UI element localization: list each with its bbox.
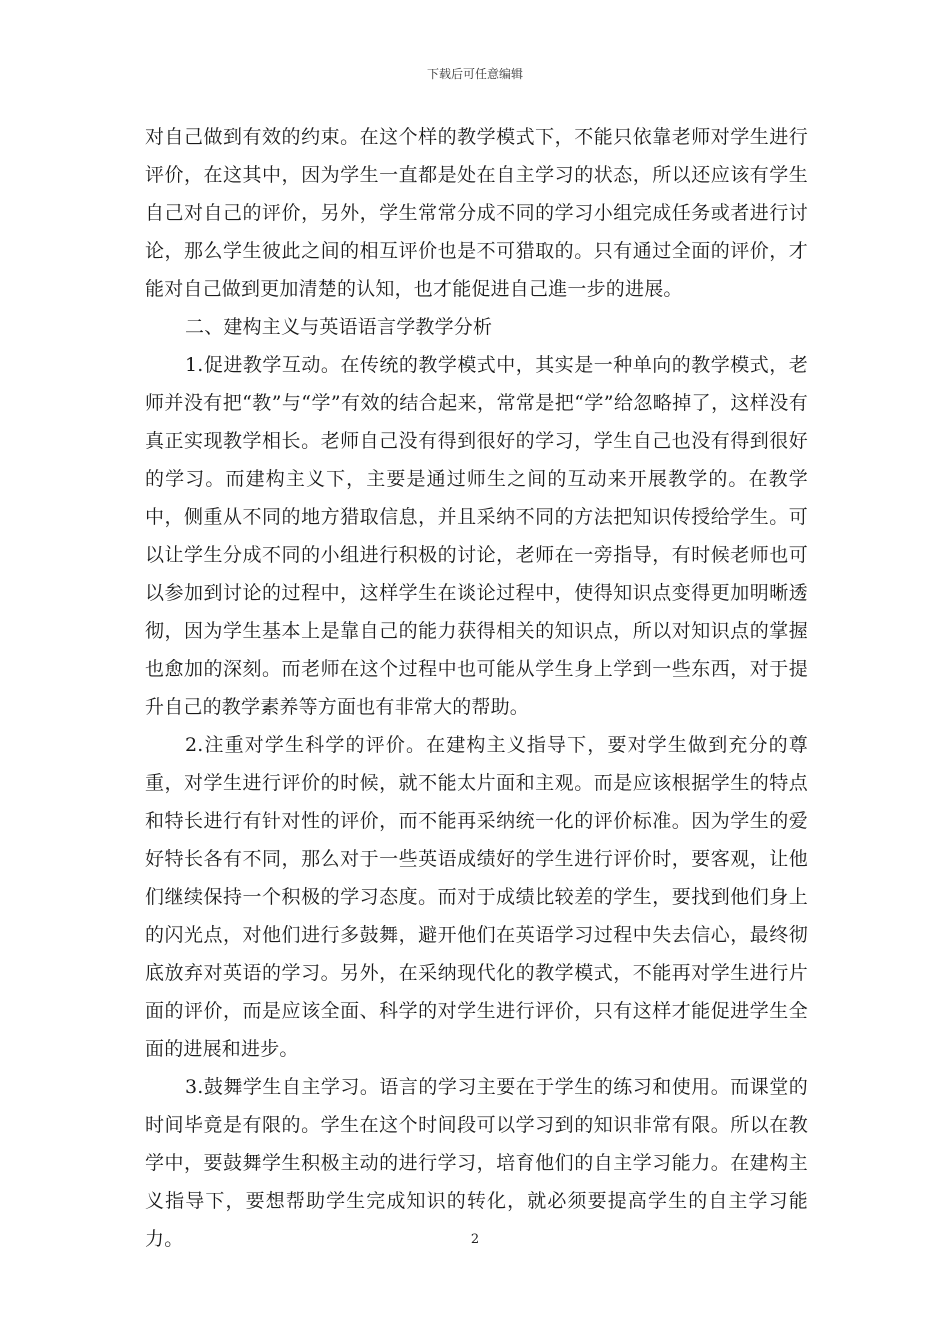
page-number: 2 (470, 1232, 480, 1247)
page-header: 下载后可任意编辑 (426, 67, 523, 81)
paragraph-continuation: 对自己做到有效的约束。在这个样的教学模式下，不能只依靠老师对学生进行评价，在这其中，因为学生一直都是处在自主学习的状态，所以还应该有学生自己对自己的评价，另外，学生常常分成不同的学习小组完成任务或者进行讨论，那么学生彼此之间的相互评价也是不可猎取的。只有通过全面的评价，才能对自己做到更加清楚的认知，也才能促进自己進一步的进展。 (145, 126, 808, 300)
paragraph-point-1: 1.促进教学互动。在传统的教学模式中，其实是一种单向的教学模式，老师并没有把“教”与“学”有效的结合起来，常常是把“学”给忽略掉了，这样没有真正实现教学相长。老师自己没有得到很好的学习，学生自己也没有得到很好的学习。而建构主义下，主要是通过师生之间的互动来开展教学的。在教学中，侧重从不同的地方猎取信息，并且采纳不同的方法把知识传授给学生。可以让学生分成不同的小组进行积极的讨论，老师在一旁指导，有时候老师也可以参加到讨论的过程中，这样学生在谈论过程中，使得知识点变得更加明晰透彻，因为学生基本上是靠自己的能力获得相关的知识点，所以对知识点的掌握也愈加的深刻。而老师在这个过程中也可能从学生身上学到一些东西，对于提升自己的教学素养等方面也有非常大的帮助。 (145, 354, 808, 718)
paragraph-point-2: 2.注重对学生科学的评价。在建构主义指导下，要对学生做到充分的尊重，对学生进行评价的时候，就不能太片面和主观。而是应该根据学生的特点和特长进行有针对性的评价，而不能再采纳统一化的评价标准。因为学生的爱好特长各有不同，那么对于一些英语成绩好的学生进行评价时，要客观，让他们继续保持一个积极的学习态度。而对于成绩比较差的学生，要找到他们身上的闪光点，对他们进行多鼓舞，避开他们在英语学习过程中失去信心，最终彻底放弃对英语的学习。另外，在采纳现代化的教学模式，不能再对学生进行片面的评价，而是应该全面、科学的对学生进行评价，只有这样才能促进学生全面的进展和进步。 (145, 734, 808, 1060)
section-heading: 二、建构主义与英语语言学教学分析 (185, 316, 493, 338)
paragraph-point-3: 3.鼓舞学生自主学习。语言的学习主要在于学生的练习和使用。而课堂的时间毕竟是有限的。学生在这个时间段可以学习到的知识非常有限。所以在教学中，要鼓舞学生积极主动的进行学习，培育他们的自主学习能力。在建构主义指导下，要想帮助学生完成知识的转化，就必须要提高学生的自主学习能力。 (145, 1076, 808, 1250)
document-body (145, 118, 808, 1258)
